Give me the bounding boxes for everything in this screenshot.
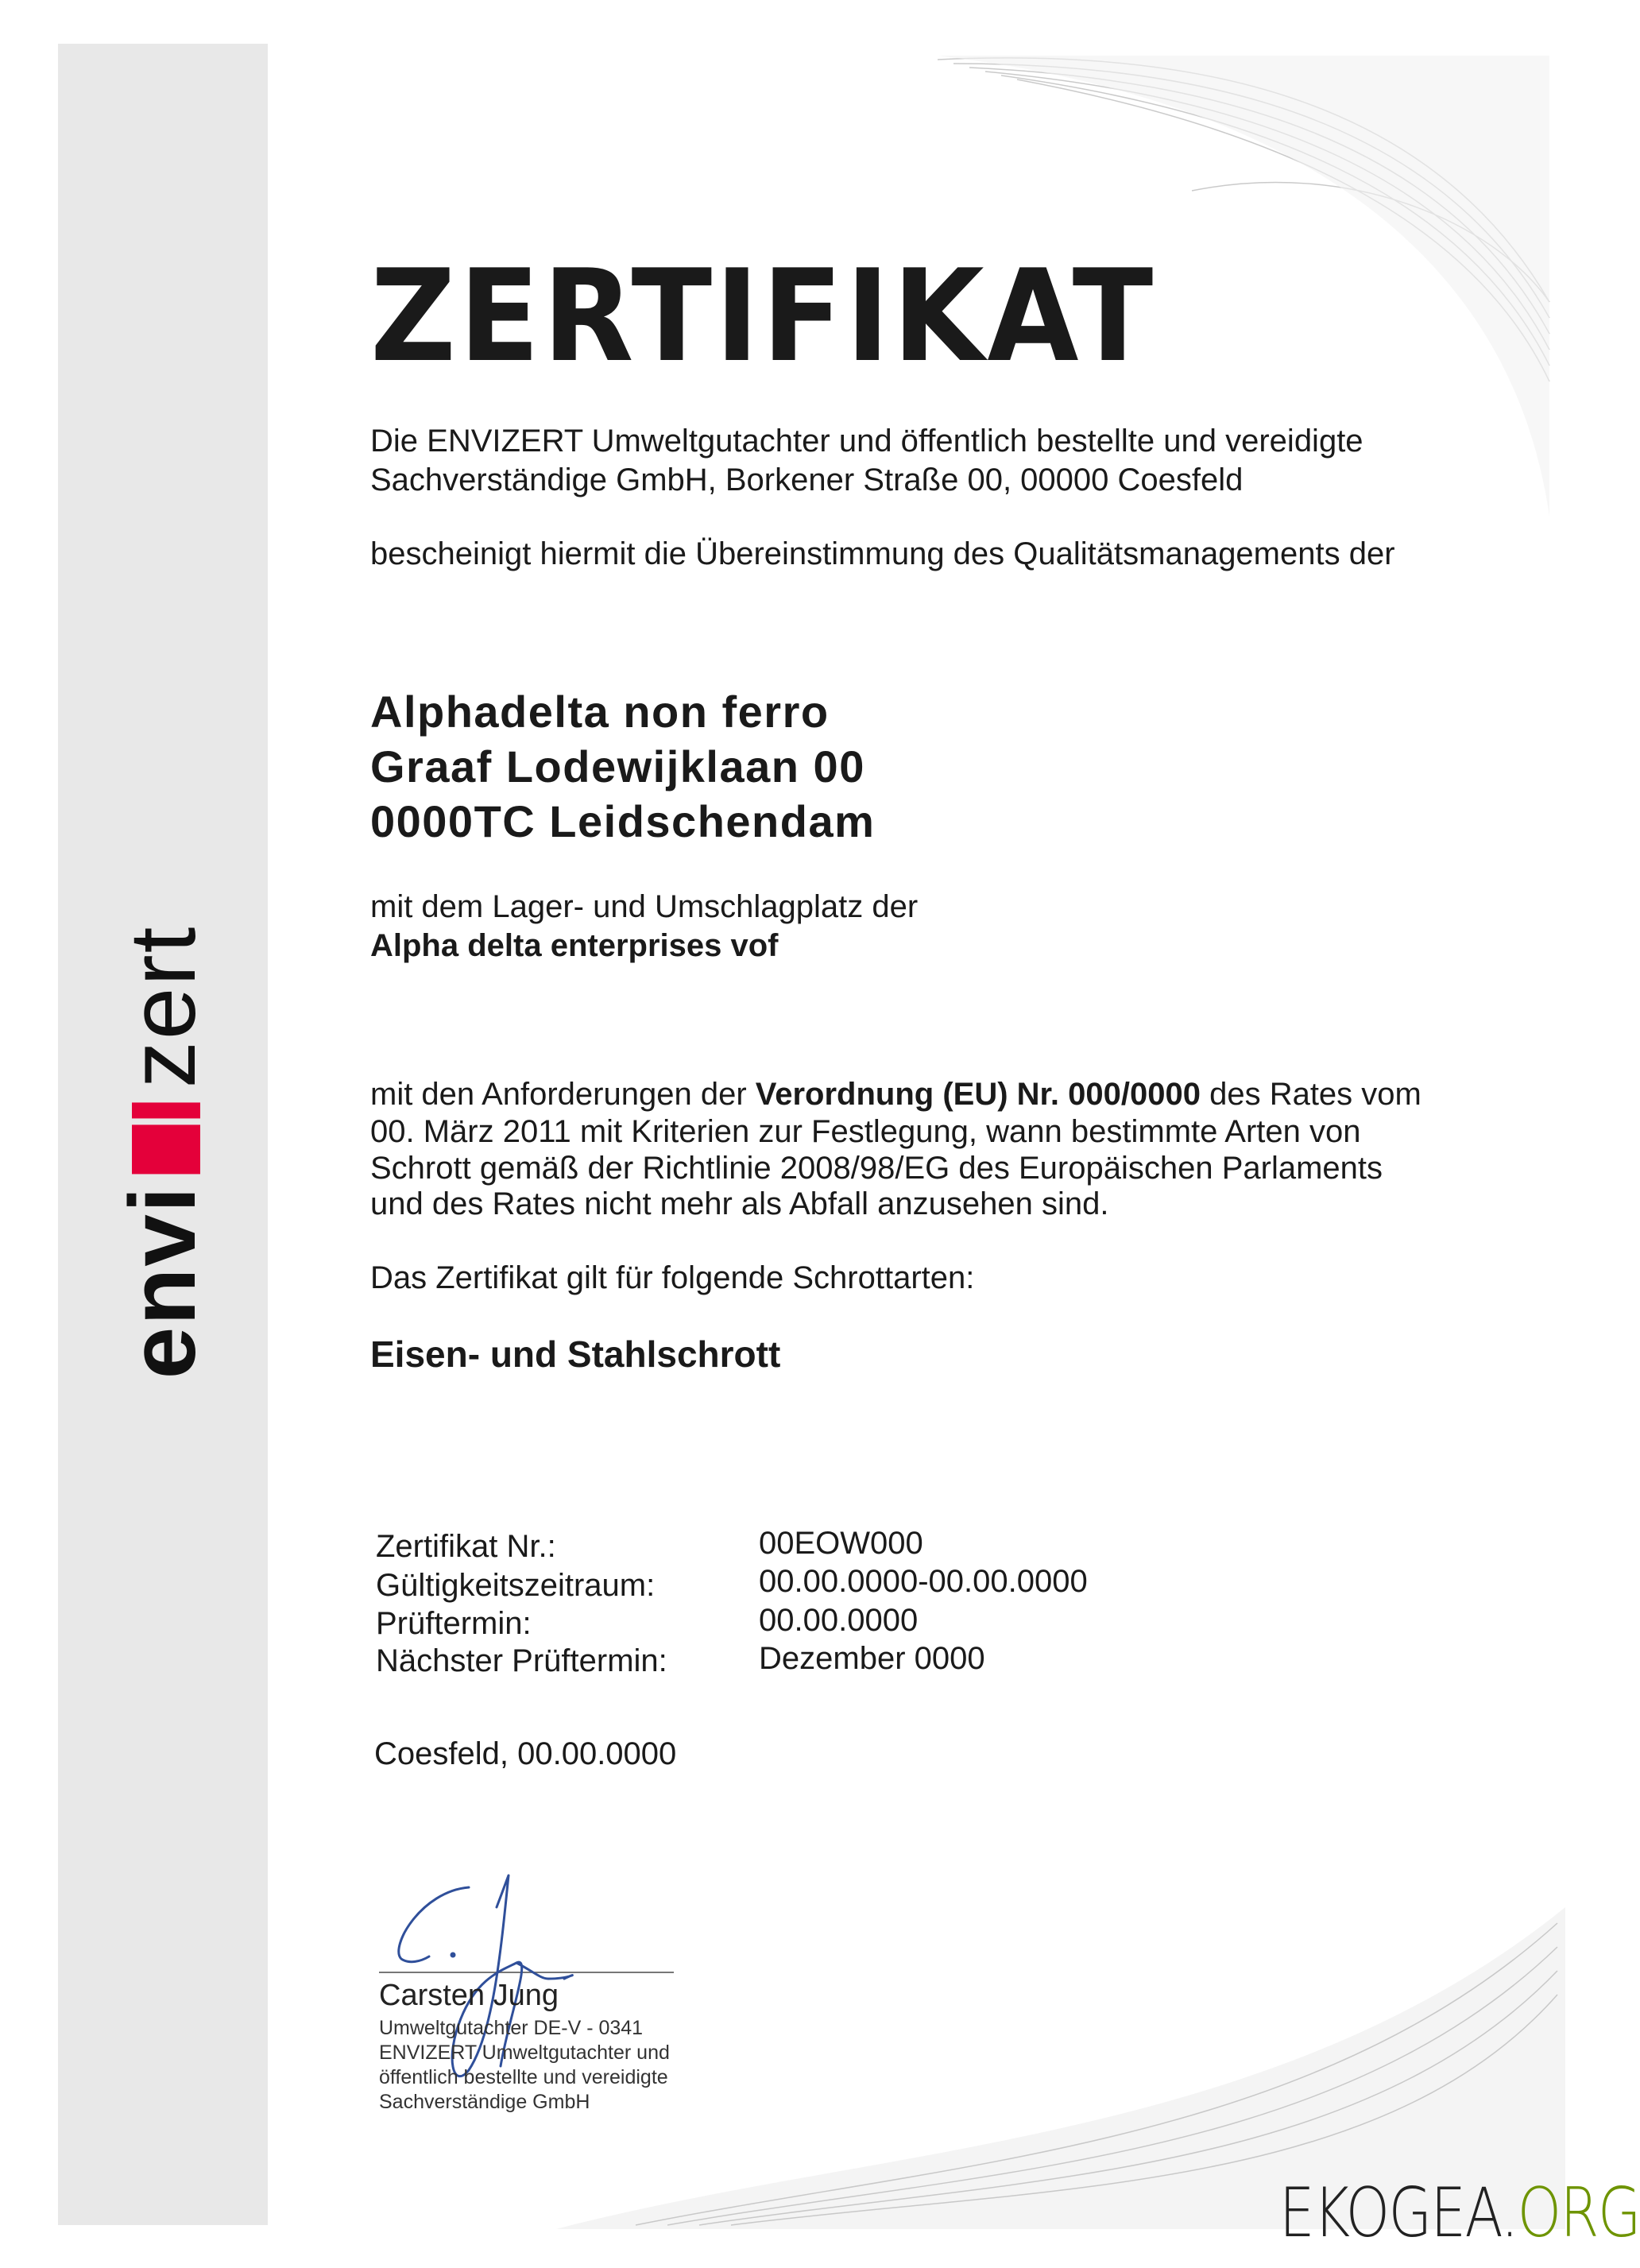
site-intro: mit dem Lager- und Umschlagplatz der	[370, 889, 919, 924]
requirements-line-3: Schrott gemäß der Richtlinie 2008/98/EG des Europäischen Parlaments	[370, 1151, 1383, 1186]
regulation-reference: Verordnung (EU) Nr. 000/0000	[755, 1077, 1201, 1112]
requirements-line-2: 00. März 2011 mit Kriterien zur Festlegung, wann bestimmte Arten von	[370, 1114, 1361, 1149]
company-name: Alphadelta non ferro	[370, 687, 830, 737]
detail-label-next-audit: Nächster Prüftermin:	[376, 1643, 667, 1678]
detail-value-audit-date: 00.00.0000	[759, 1603, 919, 1638]
watermark-accent: ORG	[1517, 2173, 1640, 2253]
certifies-text: bescheinigt hiermit die Übereinstimmung des Qualitätsmanagements der	[370, 536, 1395, 571]
detail-value-certificate-no: 00EOW000	[759, 1526, 923, 1561]
signatory-title: Umweltgutachter DE-V - 0341	[379, 2017, 644, 2039]
requirements-suffix: des Rates vom	[1200, 1077, 1421, 1112]
detail-label-validity: Gültigkeitszeitraum:	[376, 1568, 656, 1603]
scope: Eisen- und Stahlschrott	[370, 1333, 781, 1375]
watermark-text: EKOGEA.	[1279, 2173, 1518, 2253]
signatory-name: Carsten Jung	[379, 1979, 559, 2012]
issuer-line-2: Sachverständige GmbH, Borkener Straße 00, 00000 Coesfeld	[370, 463, 1244, 497]
issuer-line-1: Die ENVIZERT Umweltgutachter und öffentlich bestellte und vereidigte	[370, 424, 1363, 459]
logo-text-envi: envi	[110, 1185, 215, 1380]
detail-label-certificate-no: Zertifikat Nr.:	[376, 1529, 556, 1564]
signatory-company-2: öffentlich bestellte und vereidigte	[379, 2066, 668, 2088]
detail-value-validity: 00.00.0000-00.00.0000	[759, 1564, 1088, 1599]
place-date: Coesfeld, 00.00.0000	[374, 1736, 677, 1771]
requirements-prefix: mit den Anforderungen der	[370, 1077, 756, 1112]
logo-text-zert: zert	[110, 925, 215, 1089]
detail-value-next-audit: Dezember 0000	[759, 1641, 985, 1676]
scope-intro: Das Zertifikat gilt für folgende Schrottarten:	[370, 1260, 975, 1295]
requirements-line-4: und des Rates nicht mehr als Abfall anzusehen sind.	[370, 1186, 1109, 1221]
company-city: 0000TC Leidschendam	[370, 796, 876, 846]
signatory-company-3: Sachverständige GmbH	[379, 2091, 590, 2113]
certificate-title: ZERTIFIKAT	[370, 242, 1156, 390]
signatory-company-1: ENVIZERT Umweltgutachter und	[379, 2042, 670, 2064]
detail-label-audit-date: Prüftermin:	[376, 1606, 532, 1641]
site-name: Alpha delta enterprises vof	[370, 928, 779, 963]
company-street: Graaf Lodewijklaan 00	[370, 741, 865, 791]
requirements-line-1	[370, 1075, 1421, 1113]
ekogea-watermark	[1279, 2173, 1640, 2253]
